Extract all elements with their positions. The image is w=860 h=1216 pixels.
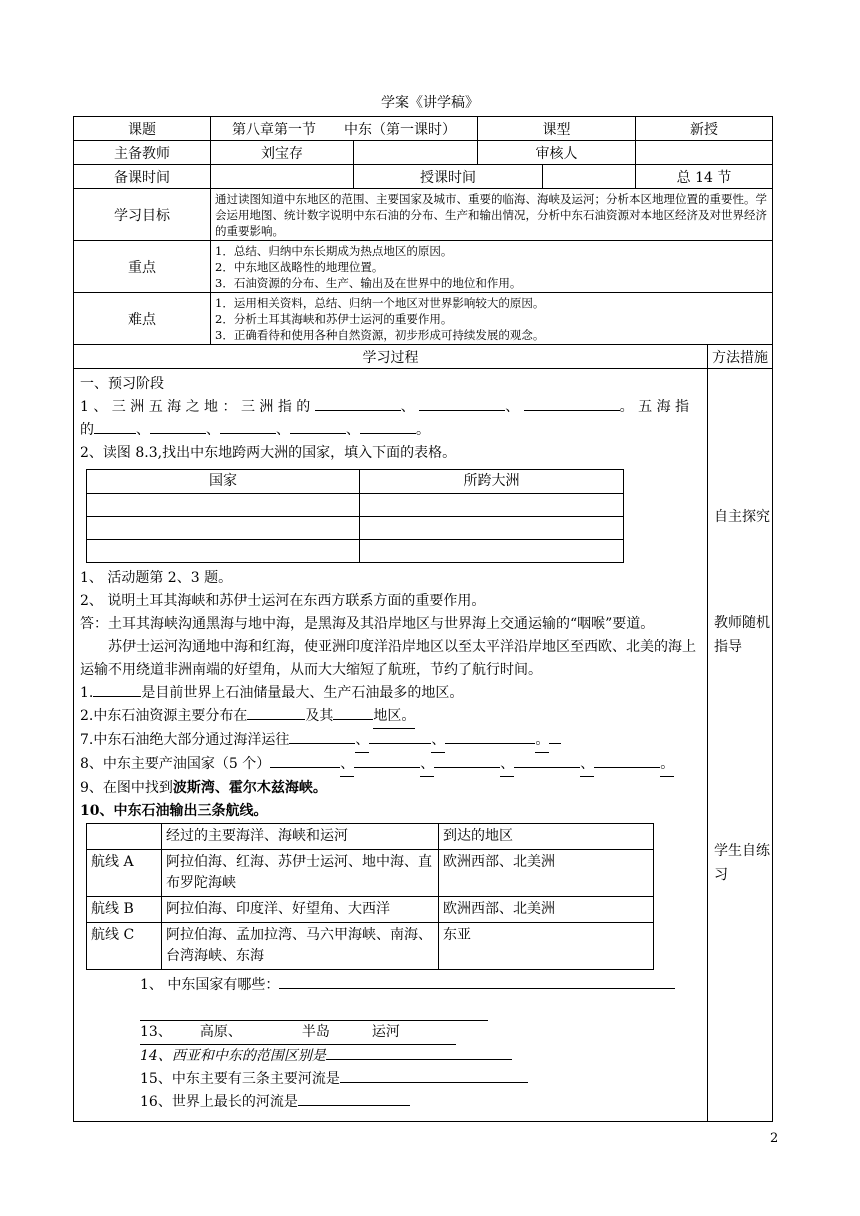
keypoint-item: 1．总结、归纳中东长期成为热点地区的原因。 [215, 243, 453, 258]
process-header: 学习过程 [74, 345, 708, 369]
oil-routes-table [86, 823, 654, 970]
route-path: 阿拉伯海、孟加拉湾、马六甲海峡、南海、台湾海峡、东海 [162, 923, 439, 970]
route-path: 阿拉伯海、印度洋、好望角、大西洋 [162, 897, 439, 923]
blank-cell [354, 141, 478, 165]
fill-q9: 9、在图中找到波斯湾、霍尔木兹海峡。 [80, 780, 327, 796]
route-path: 阿拉伯海、红海、苏伊士运河、地中海、直布罗陀海峡 [162, 850, 439, 897]
keypoint-item: 2．中东地区战略性的地理位置。 [215, 259, 384, 274]
answer-suez-canal: 苏伊士运河沟通地中海和红海，使亚洲印度洋沿岸地区以至太平洋沿岸地区至西欧、北美的海上运输不用绕道非洲南端的好望角，从而大大缩短了航班，节约了航行时间。 [80, 639, 696, 678]
topic-label: 课题 [74, 117, 211, 141]
route-destination: 欧洲西部、北美洲 [439, 897, 654, 923]
fill-q10: 10、中东石油输出三条航线。 [80, 803, 268, 819]
activity-2: 2、 说明土耳其海峡和苏伊士运河在东西方联系方面的重要作用。 [80, 593, 486, 609]
difficulty-item: 1．运用相关资料，总结、归纳一个地区对世界影响较大的原因。 [215, 295, 545, 310]
keypoints-label: 重点 [74, 241, 211, 293]
continent-col-header: 所跨大洲 [360, 470, 624, 494]
class-time-value [543, 165, 636, 189]
topic-value: 第八章第一节 中东（第一课时） [211, 117, 478, 141]
lesson-plan-table [73, 116, 773, 1122]
reviewer-label: 审核人 [478, 141, 636, 165]
lesson-type-label: 课型 [478, 117, 636, 141]
table-cell [87, 517, 360, 540]
table-cell [360, 494, 624, 517]
table-cell [360, 517, 624, 540]
lead-teacher-value: 刘宝存 [211, 141, 354, 165]
question-2: 2、读图 8.3,找出中东地跨两大洲的国家，填入下面的表格。 [80, 445, 457, 461]
fill-q1: 1. 是目前世界上石油储量最大、生产石油最多的地区。 [80, 685, 464, 701]
answer-turkish-straits: 答：土耳其海峡沟通黑海与地中海，是黑海及其沿岸地区与世界海上交通运输的“咽喉”要道。 [80, 616, 655, 632]
lesson-type-value: 新授 [636, 117, 773, 141]
route-destination: 欧洲西部、北美洲 [439, 850, 654, 897]
methods-column [708, 369, 773, 1122]
practice-15: 15、中东主要有三条主要河流是 [80, 1068, 701, 1091]
fill-q2: 2.中东石油资源主要分布在 及其 地区。 [80, 705, 701, 729]
method-student-practice: 学生自练习 [714, 843, 770, 883]
practice-1: 1、 中东国家有哪些： [80, 974, 701, 997]
section-preview: 一、预习阶段 [80, 376, 164, 392]
document-title: 学案《讲学稿》 [381, 95, 479, 111]
difficulty-list [211, 293, 773, 345]
class-time-label: 授课时间 [354, 165, 543, 189]
routes-col-header: 经过的主要海洋、海峡和运河 [162, 824, 439, 850]
keypoint-item: 3．石油资源的分布、生产、输出及在世界中的地位和作用。 [215, 275, 522, 290]
goals-text: 通过读图知道中东地区的范围、主要国家及城市、重要的临海、海峡及运河；分析本区地理位置的重要性。学会运用地图、统计数字说明中东石油的分布、生产和输出情况，分析中东石油资源对本地区经济及对世界经济的重要影响。 [211, 189, 773, 241]
route-name: 航线 B [87, 897, 162, 923]
table-cell [87, 540, 360, 563]
keypoints-list [211, 241, 773, 293]
practice-13: 13、 高原、 半岛 运河 [80, 1021, 701, 1045]
country-col-header: 国家 [87, 470, 360, 494]
prep-time-value [211, 165, 354, 189]
route-name: 航线 C [87, 923, 162, 970]
question-1-cont: 的 、 、 、 、 。 [80, 422, 430, 438]
total-sessions: 总 14 节 [636, 165, 773, 189]
table-cell [87, 494, 360, 517]
routes-col-header: 到达的地区 [439, 824, 654, 850]
route-name: 航线 A [87, 850, 162, 897]
learning-process [74, 369, 708, 1122]
prep-time-label: 备课时间 [74, 165, 211, 189]
difficulty-label: 难点 [74, 293, 211, 345]
lead-teacher-label: 主备教师 [74, 141, 211, 165]
reviewer-value [636, 141, 773, 165]
goals-label: 学习目标 [74, 189, 211, 241]
route-destination: 东亚 [439, 923, 654, 970]
practice-14: 14、西亚和中东的范围区别是 [80, 1045, 701, 1068]
page-number: 2 [770, 1131, 779, 1146]
practice-1-cont [80, 997, 701, 1021]
routes-corner [87, 824, 162, 850]
country-table [86, 469, 624, 563]
fill-q7: 7.中东石油绝大部分通过海洋运往 、 、 。 [80, 729, 701, 753]
question-1: 1 、 三 洲 五 海 之 地 ： 三 洲 指 的 、 、 。 五 海 指 [80, 399, 690, 415]
activity-1: 1、 活动题第 2、3 题。 [80, 570, 233, 586]
practice-16: 16、世界上最长的河流是 [80, 1091, 701, 1114]
difficulty-item: 2．分析土耳其海峡和苏伊士运河的重要作用。 [215, 311, 453, 326]
method-header: 方法措施 [708, 345, 773, 369]
fill-q8: 8、中东主要产油国家（5 个） 、 、 、 、 。 [80, 753, 701, 777]
method-teacher-guidance: 教师随机指导 [714, 615, 770, 655]
table-cell [360, 540, 624, 563]
method-self-study: 自主探究 [714, 509, 770, 525]
difficulty-item: 3．正确看待和使用各种自然资源，初步形成可持续发展的观念。 [215, 327, 545, 342]
